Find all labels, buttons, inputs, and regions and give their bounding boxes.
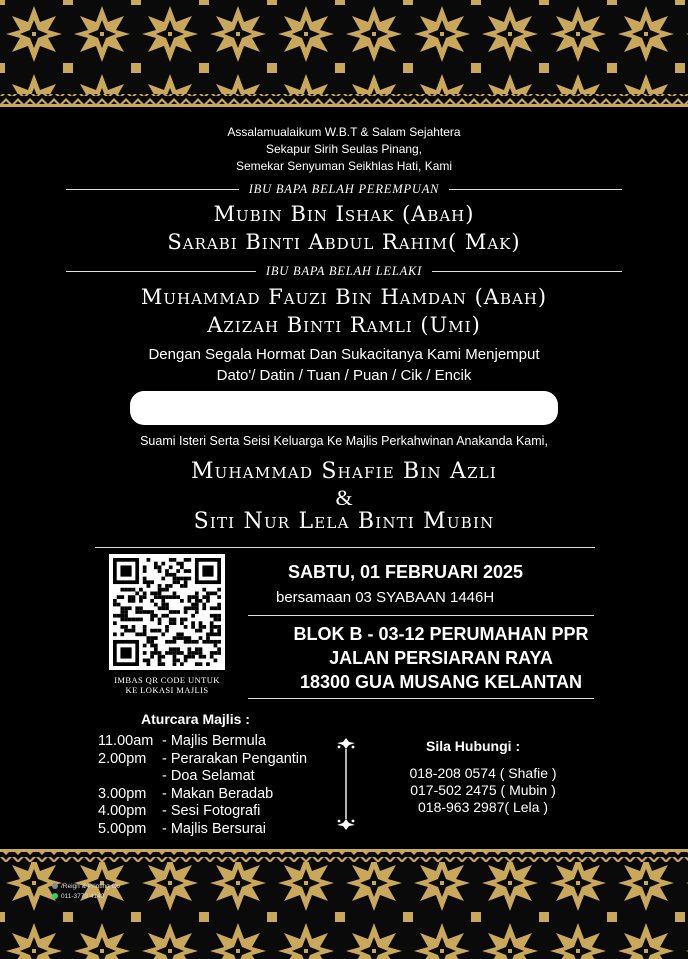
schedule-desc: - Makan Beradab [162,785,274,802]
schedule-item [98,751,338,769]
qr-code-icon [113,558,221,666]
schedule-item [98,768,338,786]
divider-line [66,271,256,272]
schedule-time [98,768,162,786]
contact-item[interactable]: 018-963 2987( Lela ) [418,799,548,815]
whatsapp-icon [52,893,58,899]
address-line-1: BLOK B - 03-12 PERUMAHAN PPR [293,624,589,644]
divider-line [66,189,239,190]
bride-mother-name: Sarabi Binti Abdul Rahim( Mak) [167,230,521,254]
divider-line [449,189,622,190]
divider-line [432,271,622,272]
address-divider [248,698,594,699]
invitation-line-2: Dato'/ Datin / Tuan / Puan / Cik / Encik [216,367,472,384]
invitation-line-1: Dengan Segala Hormat Dan Sukacitanya Kami Menjemput [148,346,540,363]
ornament-divider-icon [334,736,358,832]
greeting-line-3: Semekar Senyuman Seikhlas Hati, Kami [235,159,453,173]
top-songket-border [0,0,688,110]
qr-caption [100,675,234,695]
groom-parents-label-row [66,263,622,279]
schedule-item [98,733,338,751]
section-divider [95,547,595,548]
ampersand: & [335,485,353,510]
date-divider [248,615,594,616]
invitation-line-3: Suami Isteri Serta Seisi Keluarga Ke Majlis Perkahwinan Anakanda Kami, [140,434,548,448]
groom-father-name: Muhammad Fauzi Bin Hamdan (Abah) [140,285,548,309]
printer-credit [52,882,120,902]
greeting-block [0,124,688,175]
schedule-item [98,786,338,804]
qr-caption-line-2: KE LOKASI MAJLIS [125,685,209,695]
contact-list [388,765,578,816]
bride-parents-label: IBU BAPA BELAH PEREMPUAN [248,181,440,196]
contact-title: Sila Hubungi : [426,738,521,754]
schedule-desc: - Majlis Bersurai [162,820,266,837]
qr-caption-line-1: IMBAS QR CODE UNTUK [114,675,220,685]
schedule-time: 4.00pm [98,803,147,819]
schedule-desc: - Doa Selamat [162,768,255,784]
groom-parents-label: IBU BAPA BELAH LELAKI [265,263,423,278]
schedule-desc: - Majlis Bermula [162,733,266,749]
address-line-2: JALAN PERSIARAN RAYA [329,648,553,668]
groom-mother-name: Azizah Binti Ramli (Umi) [207,313,481,337]
bride-name: Siti Nur Lela Binti Mubin [193,509,495,534]
bottom-songket-border [0,849,688,959]
brand-icon [52,883,58,889]
schedule-title: Aturcara Majlis : [141,711,250,727]
greeting-line-2: Sekapur Sirih Seulas Pinang, [265,142,423,156]
credit-line-2: 011-3770 4140 [61,893,105,900]
event-date: SABTU, 01 FEBRUARI 2025 [288,562,524,582]
guest-name-box [130,391,558,425]
bride-parents-label-row [66,181,622,197]
greeting-line-1: Assalamualaikum W.B.T & Salam Sejahtera [227,125,461,139]
schedule-desc: - Perarakan Pengantin [162,750,308,767]
schedule-time: 3.00pm [98,785,147,802]
schedule-list [98,733,338,838]
event-hijri-date: bersamaan 03 SYABAAN 1446H [276,589,495,606]
bride-father-name: Mubin Bin Ishak (Abah) [213,202,475,226]
schedule-time: 2.00pm [98,750,147,767]
contact-item[interactable]: 017-502 2475 ( Mubin ) [410,782,556,798]
schedule-item [98,821,338,839]
groom-name: Muhammad Shafie Bin Azli [190,459,498,484]
schedule-time: 11.00am [98,733,154,749]
contact-item[interactable]: 018-208 0574 ( Shafie ) [409,765,557,781]
schedule-time: 5.00pm [98,820,147,837]
credit-line-1: /Reign & Printing Co [61,883,120,890]
address-line-3: 18300 GUA MUSANG KELANTAN [299,672,583,692]
location-qr-code[interactable] [109,554,225,670]
schedule-item [98,803,338,821]
schedule-desc: - Sesi Fotografi [162,803,261,819]
